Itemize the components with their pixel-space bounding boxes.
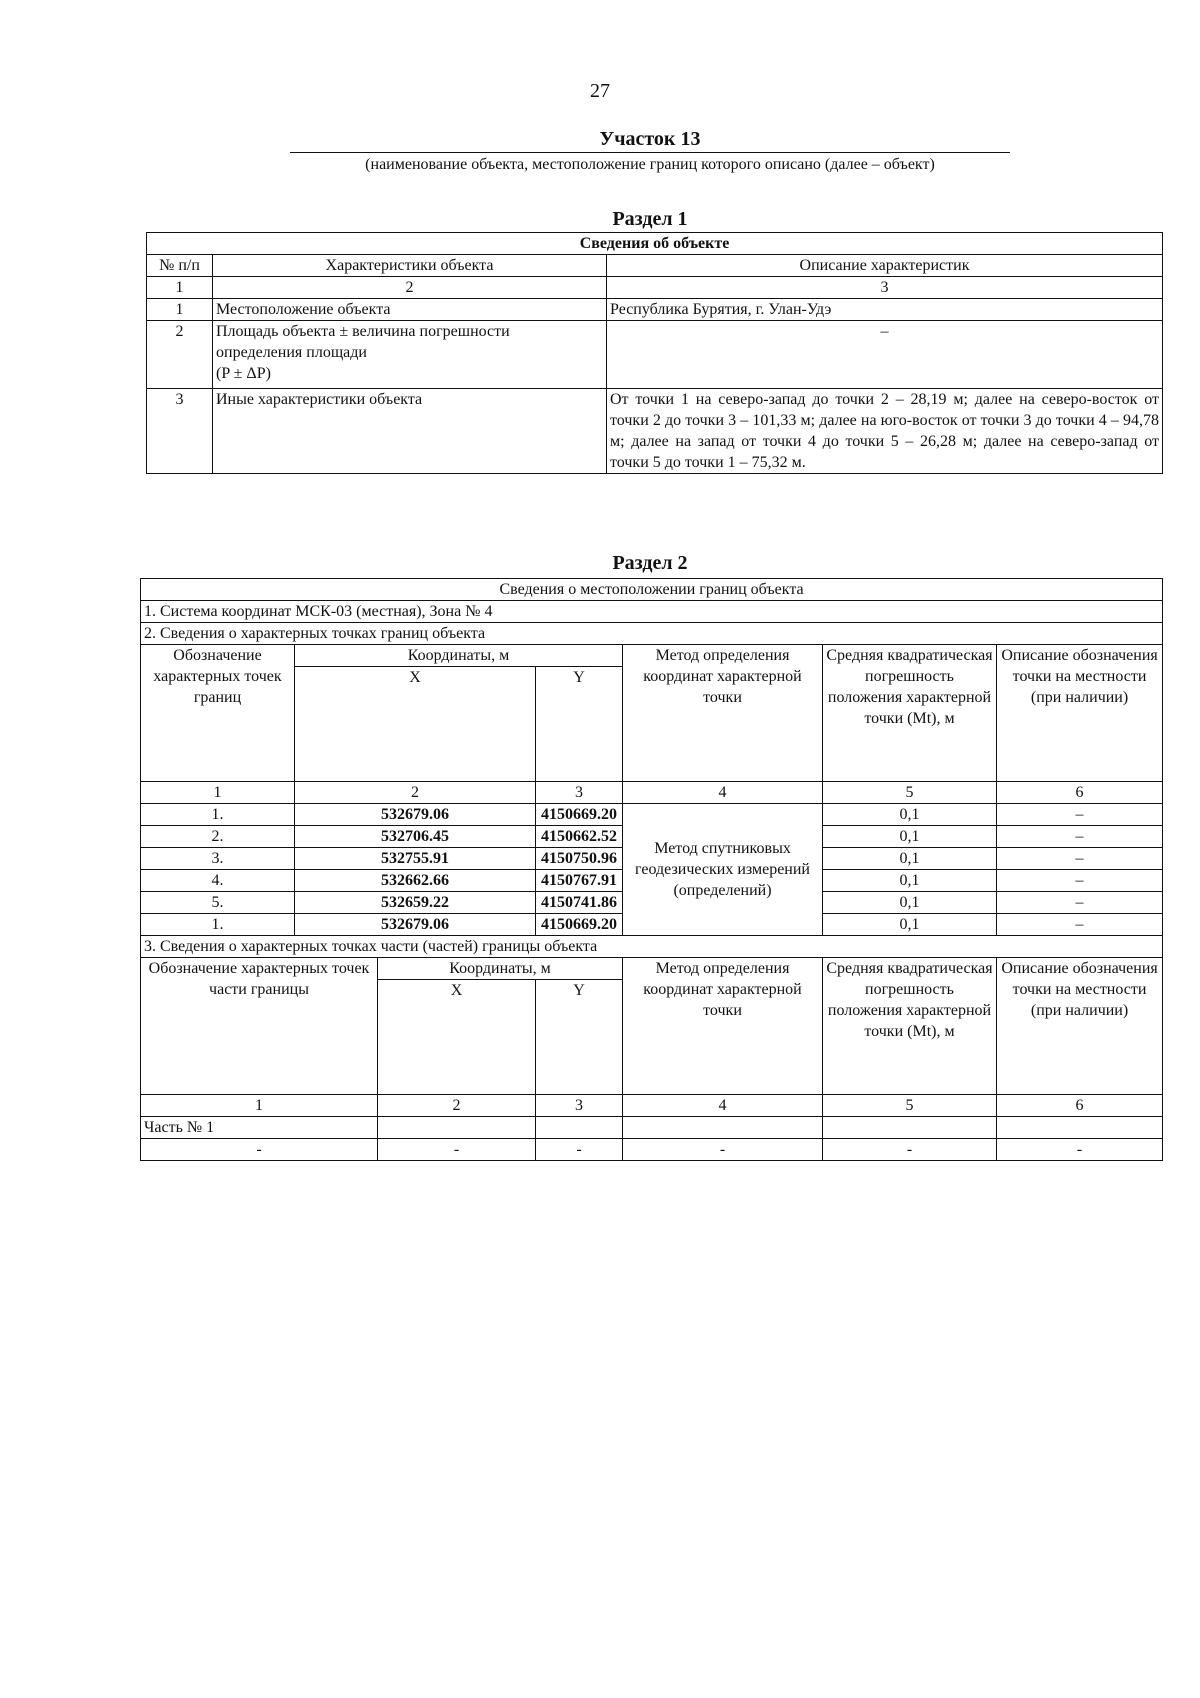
- point-mt: 0,1: [823, 826, 997, 848]
- table-row: [147, 321, 1163, 389]
- section2-table: [140, 578, 1163, 1161]
- points-subtitle: 2. Сведения о характерных точках границ объекта: [141, 623, 1163, 645]
- col-number: 3: [607, 277, 1163, 299]
- table-row: [147, 389, 1163, 474]
- col-number: 1: [141, 1095, 378, 1117]
- characteristic-line: (P ± ΔP): [216, 365, 271, 382]
- characteristic-line: определения площади: [216, 344, 367, 361]
- empty-dash: -: [536, 1139, 623, 1161]
- header-x: X: [378, 980, 536, 1095]
- empty-dash: -: [378, 1139, 536, 1161]
- row-description: –: [607, 321, 1163, 389]
- parts-colnum-row: [141, 1095, 1163, 1117]
- point-desc: –: [997, 892, 1163, 914]
- row-characteristic: Иные характеристики объекта: [213, 389, 607, 474]
- table-row: [141, 1139, 1163, 1161]
- col-number: 2: [213, 277, 607, 299]
- page-number: 27: [590, 80, 610, 102]
- table-row: [147, 299, 1163, 321]
- object-caption: (наименование объекта, местоположение границ которого описано (далее – объект): [365, 156, 935, 173]
- point-desc: –: [997, 826, 1163, 848]
- point-mt: 0,1: [823, 892, 997, 914]
- point-x: 532662.66: [295, 870, 536, 892]
- point-x: 532659.22: [295, 892, 536, 914]
- empty-cell: [378, 1117, 536, 1139]
- col-number: 3: [536, 1095, 623, 1117]
- points-header-row: [141, 645, 1163, 667]
- point-y: 4150741.86: [536, 892, 623, 914]
- empty-cell: [997, 1117, 1163, 1139]
- point-y: 4150669.20: [536, 914, 623, 936]
- point-id: 1.: [141, 804, 295, 826]
- point-desc: –: [997, 914, 1163, 936]
- section2-table-title: Сведения о местоположении границ объекта: [141, 579, 1163, 601]
- col-number: 4: [623, 1095, 823, 1117]
- section1-table: [146, 232, 1163, 474]
- point-x: 532706.45: [295, 826, 536, 848]
- point-id: 5.: [141, 892, 295, 914]
- object-title: Участок 13: [599, 128, 701, 150]
- empty-dash: -: [141, 1139, 378, 1161]
- col-number: 3: [536, 782, 623, 804]
- header-num: № п/п: [147, 255, 213, 277]
- point-x: 532679.06: [295, 804, 536, 826]
- col-number: 6: [997, 782, 1163, 804]
- parts-header-row: [141, 958, 1163, 980]
- row-num: 3: [147, 389, 213, 474]
- point-mt: 0,1: [823, 848, 997, 870]
- table-row: [141, 804, 1163, 826]
- part-label: Часть № 1: [141, 1117, 378, 1139]
- point-id: 2.: [141, 826, 295, 848]
- col-number: 1: [141, 782, 295, 804]
- col-number: 5: [823, 782, 997, 804]
- empty-cell: [623, 1117, 823, 1139]
- section1-table-title: Сведения об объекте: [147, 233, 1163, 255]
- section2-title: Раздел 2: [612, 552, 688, 574]
- point-y: 4150669.20: [536, 804, 623, 826]
- row-num: 1: [147, 299, 213, 321]
- header-y: Y: [536, 667, 623, 782]
- empty-dash: -: [997, 1139, 1163, 1161]
- header-description: Описание характеристик: [607, 255, 1163, 277]
- header-accuracy: Средняя квадратическая погрешность положения характерной точки (Mt), м: [823, 958, 997, 1095]
- col-number: 6: [997, 1095, 1163, 1117]
- section1-header-row: [147, 255, 1163, 277]
- header-designation: Обозначение характерных точек границ: [141, 645, 295, 782]
- point-y: 4150662.52: [536, 826, 623, 848]
- header-characteristic: Характеристики объекта: [213, 255, 607, 277]
- col-number: 5: [823, 1095, 997, 1117]
- header-coordinates: Координаты, м: [378, 958, 623, 980]
- table-row: [141, 1117, 1163, 1139]
- row-num: 2: [147, 321, 213, 389]
- col-number: 1: [147, 277, 213, 299]
- point-desc: –: [997, 848, 1163, 870]
- point-desc: –: [997, 804, 1163, 826]
- empty-cell: [536, 1117, 623, 1139]
- header-x: X: [295, 667, 536, 782]
- col-number: 4: [623, 782, 823, 804]
- characteristic-line: Площадь объекта ± величина погрешности: [216, 323, 510, 340]
- point-x: 532755.91: [295, 848, 536, 870]
- empty-dash: -: [823, 1139, 997, 1161]
- header-part-designation: Обозначение характерных точек части границы: [141, 958, 378, 1095]
- row-description: От точки 1 на северо-запад до точки 2 – 28,19 м; далее на северо-восток от точки 2 до точки 3 – 101,33 м; далее на юго-восток от точки 3 до точки 4 – 94,78 м; далее на запад от точки 4 до точки 5 – 26,28 м; далее на северо-запад от точки 5 до точки 1 – 75,32 м.: [607, 389, 1163, 474]
- point-y: 4150767.91: [536, 870, 623, 892]
- empty-dash: -: [623, 1139, 823, 1161]
- point-mt: 0,1: [823, 870, 997, 892]
- point-x: 532679.06: [295, 914, 536, 936]
- header-method: Метод определения координат характерной точки: [623, 645, 823, 782]
- header-point-description: Описание обозначения точки на местности (при наличии): [997, 645, 1163, 782]
- parts-subtitle: 3. Сведения о характерных точках части (частей) границы объекта: [141, 936, 1163, 958]
- section1-colnum-row: [147, 277, 1163, 299]
- row-description: Республика Бурятия, г. Улан-Удэ: [607, 299, 1163, 321]
- header-coordinates: Координаты, м: [295, 645, 623, 667]
- point-id: 3.: [141, 848, 295, 870]
- point-mt: 0,1: [823, 804, 997, 826]
- coord-system: 1. Система координат МСК-03 (местная), Зона № 4: [141, 601, 1163, 623]
- point-mt: 0,1: [823, 914, 997, 936]
- header-method: Метод определения координат характерной точки: [623, 958, 823, 1095]
- header-y: Y: [536, 980, 623, 1095]
- header-point-description: Описание обозначения точки на местности (при наличии): [997, 958, 1163, 1095]
- point-id: 4.: [141, 870, 295, 892]
- method-value: Метод спутниковых геодезических измерений (определений): [623, 804, 823, 936]
- point-desc: –: [997, 870, 1163, 892]
- title-underline: [290, 152, 1010, 153]
- section1-title: Раздел 1: [612, 208, 688, 230]
- point-y: 4150750.96: [536, 848, 623, 870]
- row-characteristic: Местоположение объекта: [213, 299, 607, 321]
- col-number: 2: [295, 782, 536, 804]
- point-id: 1.: [141, 914, 295, 936]
- row-characteristic: [213, 321, 607, 389]
- empty-cell: [823, 1117, 997, 1139]
- points-colnum-row: [141, 782, 1163, 804]
- col-number: 2: [378, 1095, 536, 1117]
- header-accuracy: Средняя квадратическая погрешность положения характерной точки (Mt), м: [823, 645, 997, 782]
